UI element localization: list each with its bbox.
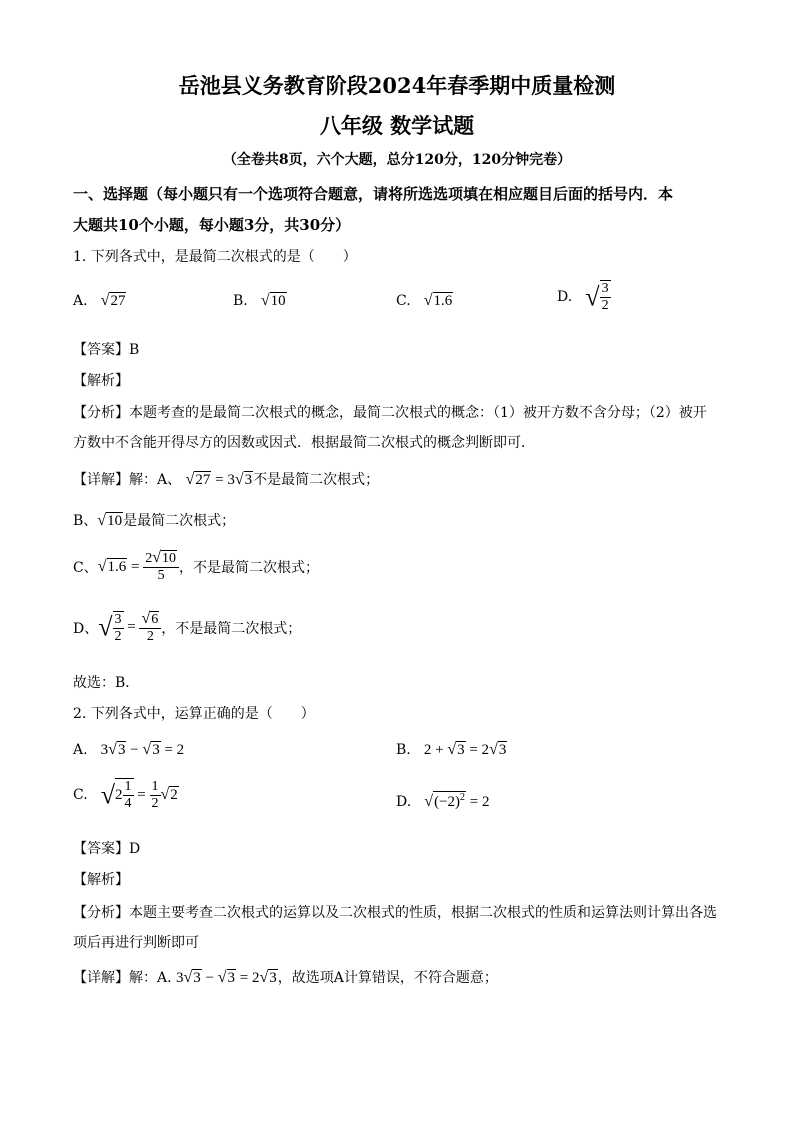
q2-stem: 2. 下列各式中，运算正确的是（ ） <box>73 706 315 722</box>
option-label: C. <box>73 787 88 804</box>
numerator: 3 <box>600 281 611 298</box>
option-label: C. <box>396 293 411 309</box>
denominator: 2 <box>601 298 609 314</box>
q1-stem: 1. 下列各式中，是最简二次根式的是（ ） <box>73 249 357 265</box>
q1-detail-a <box>73 469 379 489</box>
detail-prefix: 解：A. <box>129 970 172 986</box>
sqrt-expression: √ $\frac{3}{2}$ <box>585 281 609 314</box>
fraction <box>113 611 124 645</box>
numerator-coef: 2 <box>145 551 153 566</box>
detail-prefix: C、 <box>73 559 98 576</box>
detail-prefix: D、 <box>73 620 99 637</box>
option-label: D. <box>396 794 412 810</box>
q1-option-c <box>396 290 453 310</box>
q1-jiexi-tag: 【解析】 <box>73 373 129 389</box>
denominator: 2 <box>146 629 154 645</box>
option-label: D. <box>557 289 573 306</box>
detail-prefix: 解：A、 <box>129 472 182 488</box>
denominator: 5 <box>157 568 165 584</box>
detail-prefix: B、 <box>73 513 98 529</box>
q1-analysis <box>73 402 707 422</box>
q2-answer <box>73 838 140 858</box>
fraction: $\frac{2√10}{5}$ <box>143 549 179 584</box>
sqrt-expression: √10 <box>260 292 286 309</box>
page-title: 岳池县义务教育阶段2024年春季期中质量检测 <box>178 73 616 98</box>
radicand: 3 <box>244 472 253 488</box>
answer-value: D <box>129 841 141 857</box>
math-expression: 2 + √3 = 2√3 <box>423 741 507 758</box>
radicand: 27 <box>110 293 126 309</box>
q1-option-d <box>557 280 611 314</box>
fraction: $\frac{√6}{2}$ <box>139 610 161 645</box>
q1-detail-d <box>73 610 301 645</box>
option-label: A. <box>73 742 88 758</box>
sqrt-expression: √ $\frac{3}{2}$ = <box>98 611 140 644</box>
radicand: 27 <box>195 472 211 488</box>
detail-suffix: ，故选项A计算错误，不符合题意； <box>277 970 498 986</box>
radicand: 10 <box>162 551 176 566</box>
math-expression: $√(-2)^2 = 2$ <box>424 792 490 810</box>
sqrt-expression: √27 = 3√3 <box>185 471 253 488</box>
sqrt-expression: √1.6 = <box>97 557 144 575</box>
q1-answer <box>73 339 139 359</box>
section-heading-line1: 一、选择题（每小题只有一个选项符合题意，请将所选选项填在相应题目后面的括号内．本 <box>73 185 674 203</box>
equation-part: = 3 <box>215 472 235 488</box>
detail-suffix: 是最简二次根式； <box>123 513 236 529</box>
radicand: 1.6 <box>433 293 453 309</box>
q1-detail-c <box>73 549 319 584</box>
answer-tag: 【答案】 <box>73 342 129 358</box>
q2-option-a <box>73 739 184 759</box>
page-subtitle: 八年级 数学试题 <box>319 113 475 138</box>
analysis-text: 本题主要考查二次根式的运算以及二次根式的性质，根据二次根式的性质和运算法则计算出各选 <box>129 905 717 921</box>
q2-detail-a <box>73 967 498 987</box>
q1-detail-b <box>73 510 235 530</box>
math-expression: 3√3 − √3 = 2√3 <box>176 969 277 986</box>
sqrt-expression: √27 <box>100 292 126 309</box>
option-label: B. <box>233 293 248 309</box>
section-heading-line2: 大题共10个小题，每小题3分，共30分） <box>73 216 351 234</box>
q1-option-a <box>73 290 126 310</box>
detail-suffix: ，不是最简二次根式； <box>161 620 302 637</box>
numerator: 3 <box>113 612 124 629</box>
q2-option-c <box>73 778 179 812</box>
analysis-tag: 【分析】 <box>73 405 129 421</box>
exam-note: （全卷共8页，六个大题，总分120分，120分钟完卷） <box>222 152 572 168</box>
q2-analysis <box>73 902 717 922</box>
analysis-text: 本题考查的是最简二次根式的概念，最简二次根式的概念：（1）被开方数不含分母；（2）被开 <box>129 405 707 421</box>
q1-choose: 故选：B． <box>73 675 140 691</box>
q2-analysis-cont: 项后再进行判断即可 <box>73 935 199 951</box>
answer-tag: 【答案】 <box>73 841 129 857</box>
q2-option-d <box>396 791 489 811</box>
analysis-tag: 【分析】 <box>73 905 129 921</box>
detail-tag: 【详解】 <box>73 970 129 986</box>
math-expression: √2 $\frac{1}{4}$ = $\frac{1}{2}$ √2 <box>100 778 178 812</box>
option-label: B. <box>396 742 411 758</box>
option-label: A. <box>73 293 88 309</box>
sqrt-expression: √1.6 <box>423 292 453 309</box>
radicand: 6 <box>151 612 159 627</box>
radicand: 10 <box>107 513 123 529</box>
sqrt-expression: √10 <box>97 512 123 529</box>
denominator: 2 <box>114 628 122 644</box>
radicand: 1.6 <box>107 558 127 575</box>
detail-suffix: 不是最简二次根式； <box>253 472 380 488</box>
radicand: 10 <box>270 293 286 309</box>
detail-tag: 【详解】 <box>73 472 129 488</box>
q2-jiexi-tag: 【解析】 <box>73 872 129 888</box>
detail-suffix: ，不是最简二次根式； <box>179 559 319 576</box>
fraction <box>600 280 611 314</box>
answer-value: B <box>129 342 140 358</box>
q2-option-b <box>396 739 507 759</box>
q1-option-b <box>233 290 287 310</box>
math-expression: 3√3 − √3 = 2 <box>100 741 185 758</box>
q1-analysis-cont: 方数中不含能开得尽方的因数或因式．根据最简二次根式的概念判断即可． <box>73 435 535 451</box>
